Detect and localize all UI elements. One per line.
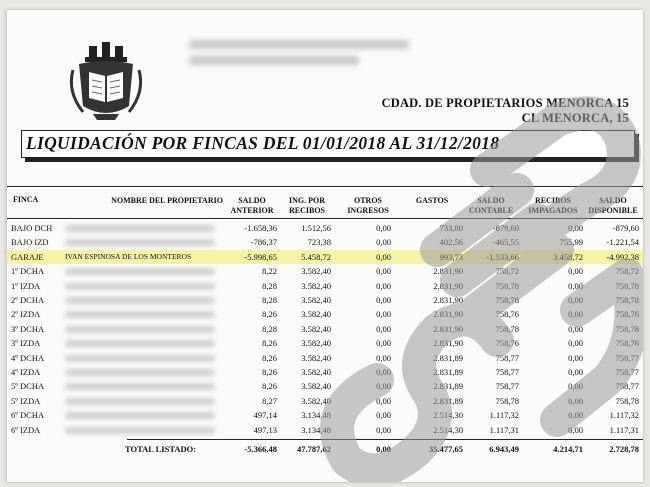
cell-ing-recibos: 3.582,40: [301, 338, 331, 349]
cell-saldo-disponible: 758,78: [615, 295, 639, 305]
cell-gastos: 2.831,89: [433, 381, 463, 392]
cell-saldo-anterior: 8,26: [262, 352, 277, 363]
col-header-saldo-disponible: SALDO DISPONIBLE: [588, 196, 638, 215]
cell-gastos: 2.831,90: [433, 323, 463, 334]
cell-finca: BAJO IZD: [11, 237, 49, 248]
cell-saldo-anterior: 497,14: [253, 410, 277, 421]
cell-ing-recibos: 3.582,40: [301, 266, 331, 277]
total-ing-recibos: 47.787,62: [297, 444, 331, 454]
cell-saldo-disponible: 758,78: [615, 323, 639, 334]
table-row: [7, 351, 643, 365]
table-row: [7, 264, 643, 278]
total-impagados: 4.214,71: [553, 444, 583, 454]
cell-saldo-disponible: 758,77: [615, 367, 639, 377]
table-row: [7, 423, 643, 437]
cell-gastos: 2.831,90: [433, 295, 463, 305]
cell-saldo-anterior: 8,26: [262, 381, 277, 392]
cell-saldo-disponible: -4.992,38: [606, 251, 639, 262]
cell-gastos: 733,80: [439, 223, 463, 233]
cell-saldo-contable: 758,78: [495, 295, 519, 305]
cell-finca: 6º DCHA: [11, 410, 45, 421]
cell-saldo-disponible: 758,78: [615, 395, 639, 406]
cell-saldo-anterior: 8,26: [262, 309, 277, 320]
redacted-owner-name: [65, 268, 215, 275]
cell-recibos-impagados: 0,00: [568, 395, 583, 406]
cell-ing-recibos: 3.582,40: [301, 367, 331, 377]
cell-recibos-impagados: 3.458,72: [553, 251, 583, 262]
col-header-saldo-contable: SALDO CONTABLE: [468, 196, 514, 215]
redacted-owner-name: [65, 355, 215, 362]
cell-otros-ingresos: 0,00: [376, 280, 391, 291]
table-row: [7, 235, 643, 249]
cell-otros-ingresos: 0,00: [376, 237, 391, 248]
total-rule: [127, 439, 643, 440]
cell-saldo-contable: 758,76: [495, 309, 519, 320]
cell-ing-recibos: 3.582,40: [301, 309, 331, 320]
cell-recibos-impagados: 0,00: [568, 323, 583, 334]
cell-saldo-contable: 758,77: [495, 352, 519, 363]
cell-recibos-impagados: 0,00: [568, 410, 583, 421]
col-header-ing-recibos: ING. POR RECIBOS: [288, 196, 325, 215]
cell-saldo-contable: 758,76: [495, 338, 519, 349]
cell-recibos-impagados: 755,99: [559, 237, 583, 248]
cell-saldo-disponible: -879,60: [612, 223, 639, 233]
redacted-owner-name: [65, 427, 215, 434]
redacted-owner-name: [65, 283, 215, 290]
community-address: CL MENORCA, 15: [521, 111, 629, 125]
cell-gastos: 2.831,89: [433, 352, 463, 363]
cell-otros-ingresos: 0,00: [376, 309, 391, 320]
cell-otros-ingresos: 0,00: [376, 323, 391, 334]
table-row: [7, 307, 643, 321]
cell-ing-recibos: 3.582,40: [301, 395, 331, 406]
cell-finca: 4º DCHA: [11, 352, 45, 363]
cell-saldo-contable: -465,55: [492, 237, 519, 248]
redacted-owner-name: [65, 369, 215, 376]
cell-otros-ingresos: 0,00: [376, 367, 391, 377]
cell-saldo-anterior: -5.998,65: [244, 251, 277, 262]
cell-saldo-contable: 758,72: [495, 266, 519, 277]
cell-ing-recibos: 3.582,40: [301, 280, 331, 291]
redacted-owner-name: [65, 225, 215, 232]
cell-saldo-anterior: 8,28: [262, 280, 277, 291]
cell-saldo-contable: -879,60: [492, 223, 519, 233]
cell-finca: 2º DCHA: [11, 295, 45, 305]
cell-finca: 6º IZDA: [11, 424, 41, 435]
col-header-finca: FINCA: [13, 195, 39, 204]
cell-finca: 5º DCHA: [11, 381, 45, 392]
cell-otros-ingresos: 0,00: [376, 295, 391, 305]
cell-gastos: 2.514,30: [433, 424, 463, 435]
cell-recibos-impagados: 0,00: [568, 352, 583, 363]
col-header-recibos-impagados: RECIBOS IMPAGADOS: [528, 196, 578, 215]
total-saldo-anterior: -5.366,48: [244, 444, 277, 454]
cell-saldo-disponible: 1.117,32: [609, 410, 639, 421]
cell-gastos: 2.831,90: [433, 338, 463, 349]
table-row: [7, 408, 643, 422]
cell-gastos: 2.831,90: [433, 266, 463, 277]
table-row: [7, 221, 643, 235]
table-row: [7, 394, 643, 408]
table-row: [7, 365, 643, 379]
cell-saldo-anterior: 8,22: [262, 266, 277, 277]
cell-saldo-anterior: -786,37: [250, 237, 277, 248]
cell-saldo-contable: 1.117,31: [489, 424, 519, 435]
redacted-owner-name: [65, 383, 215, 390]
cell-saldo-contable: 758,78: [495, 280, 519, 291]
cell-saldo-disponible: 758,77: [615, 352, 639, 363]
redacted-admin-name: [189, 40, 409, 49]
cell-gastos: 993,73: [439, 251, 463, 262]
cell-propietario: IVAN ESPINOSA DE LOS MONTEROS: [65, 251, 192, 261]
document-page: [6, 10, 643, 482]
cell-ing-recibos: 3.582,40: [301, 323, 331, 334]
cell-saldo-disponible: -1.221,54: [606, 237, 639, 248]
col-header-gastos: GASTOS: [415, 196, 449, 205]
cell-finca: 5º IZDA: [11, 395, 41, 406]
cell-ing-recibos: 3.134,48: [301, 424, 331, 435]
cell-saldo-contable: 1.117,32: [489, 410, 519, 421]
redacted-owner-name: [65, 239, 215, 246]
totals-label: TOTAL LISTADO:: [125, 444, 197, 454]
cell-otros-ingresos: 0,00: [376, 223, 391, 233]
cell-saldo-anterior: -1.658,36: [244, 223, 277, 233]
cell-ing-recibos: 3.582,40: [301, 352, 331, 363]
cell-recibos-impagados: 0,00: [568, 367, 583, 377]
cell-finca: GARAJE: [11, 251, 44, 262]
cell-saldo-disponible: 758,78: [615, 280, 639, 291]
col-header-saldo-anterior: SALDO ANTERIOR: [230, 196, 274, 215]
table-row: [7, 250, 643, 264]
cell-ing-recibos: 3.582,40: [301, 381, 331, 392]
cell-otros-ingresos: 0,00: [376, 395, 391, 406]
table-row: [7, 336, 643, 350]
redacted-owner-name: [65, 311, 215, 318]
cell-gastos: 402,56: [439, 237, 463, 248]
cell-saldo-anterior: 8,28: [262, 323, 277, 334]
cell-otros-ingresos: 0,00: [376, 424, 391, 435]
coat-of-arms-logo: [65, 40, 147, 122]
cell-saldo-disponible: 758,77: [615, 381, 639, 392]
cell-saldo-contable: 758,77: [495, 367, 519, 377]
cell-ing-recibos: 5.458,72: [301, 251, 331, 262]
table-top-rule: [7, 186, 643, 187]
cell-recibos-impagados: 0,00: [568, 223, 583, 233]
cell-gastos: 2.831,90: [433, 280, 463, 291]
cell-gastos: 2.831,90: [433, 309, 463, 320]
cell-saldo-disponible: 758,76: [615, 338, 639, 349]
col-header-nombre: NOMBRE DEL PROPIETARIO: [111, 196, 223, 205]
redacted-owner-name: [65, 412, 215, 419]
cell-saldo-contable: 758,77: [495, 381, 519, 392]
cell-otros-ingresos: 0,00: [376, 251, 391, 262]
redacted-owner-name: [65, 340, 215, 347]
cell-saldo-anterior: 8,28: [262, 295, 277, 305]
table-row: [7, 293, 643, 307]
redacted-owner-name: [65, 326, 215, 333]
cell-ing-recibos: 723,38: [307, 237, 331, 248]
cell-finca: 4º IZDA: [11, 367, 41, 377]
cell-recibos-impagados: 0,00: [568, 424, 583, 435]
cell-finca: 1º DCHA: [11, 266, 45, 277]
cell-saldo-contable: 758,78: [495, 323, 519, 334]
cell-ing-recibos: 3.134,48: [301, 410, 331, 421]
cell-ing-recibos: 1.512,56: [301, 223, 331, 233]
redacted-owner-name: [65, 297, 215, 304]
cell-saldo-anterior: 8,26: [262, 338, 277, 349]
total-disponible: 2.728,78: [609, 444, 639, 454]
cell-gastos: 2.831,89: [433, 395, 463, 406]
cell-otros-ingresos: 0,00: [376, 381, 391, 392]
table-row: [7, 379, 643, 393]
cell-saldo-anterior: 497,13: [253, 424, 277, 435]
cell-otros-ingresos: 0,00: [376, 338, 391, 349]
total-saldo-contable: 6.943,49: [489, 444, 519, 454]
cell-saldo-disponible: 1.117,31: [609, 424, 639, 435]
cell-finca: 2º IZDA: [11, 309, 41, 320]
col-header-otros-ingresos: OTROS INGRESOS: [347, 196, 389, 215]
header-bottom-rule: [7, 218, 643, 219]
table-row: [7, 279, 643, 293]
cell-gastos: 2.514,30: [433, 410, 463, 421]
cell-saldo-disponible: 758,72: [615, 266, 639, 277]
report-title: LIQUIDACIÓN POR FINCAS DEL 01/01/2018 AL 31/12/2018: [26, 133, 500, 153]
cell-saldo-contable: -1.533,66: [486, 251, 519, 262]
cell-finca: 3º DCHA: [11, 323, 45, 334]
cell-recibos-impagados: 0,00: [568, 309, 583, 320]
report-title-box: [21, 130, 635, 158]
cell-otros-ingresos: 0,00: [376, 352, 391, 363]
cell-recibos-impagados: 0,00: [568, 338, 583, 349]
cell-finca: BAJO DCH: [11, 223, 53, 233]
total-otros: 0,00: [376, 444, 391, 454]
table-row: [7, 322, 643, 336]
cell-otros-ingresos: 0,00: [376, 266, 391, 277]
cell-saldo-disponible: 758,76: [615, 309, 639, 320]
cell-recibos-impagados: 0,00: [568, 381, 583, 392]
total-gastos: 35.477,65: [429, 444, 463, 454]
cell-recibos-impagados: 0,00: [568, 295, 583, 305]
community-name: CDAD. DE PROPIETARIOS MENORCA 15: [381, 96, 629, 110]
cell-recibos-impagados: 0,00: [568, 266, 583, 277]
cell-finca: 1º IZDA: [11, 280, 41, 291]
cell-finca: 3º IZDA: [11, 338, 41, 349]
cell-saldo-anterior: 8,26: [262, 367, 277, 377]
cell-otros-ingresos: 0,00: [376, 410, 391, 421]
cell-recibos-impagados: 0,00: [568, 280, 583, 291]
cell-gastos: 2.831,89: [433, 367, 463, 377]
cell-ing-recibos: 3.582,40: [301, 295, 331, 305]
cell-saldo-anterior: 8,27: [262, 395, 277, 406]
redacted-owner-name: [65, 398, 215, 405]
cell-saldo-contable: 758,78: [495, 395, 519, 406]
redacted-admin-address: [189, 56, 359, 65]
